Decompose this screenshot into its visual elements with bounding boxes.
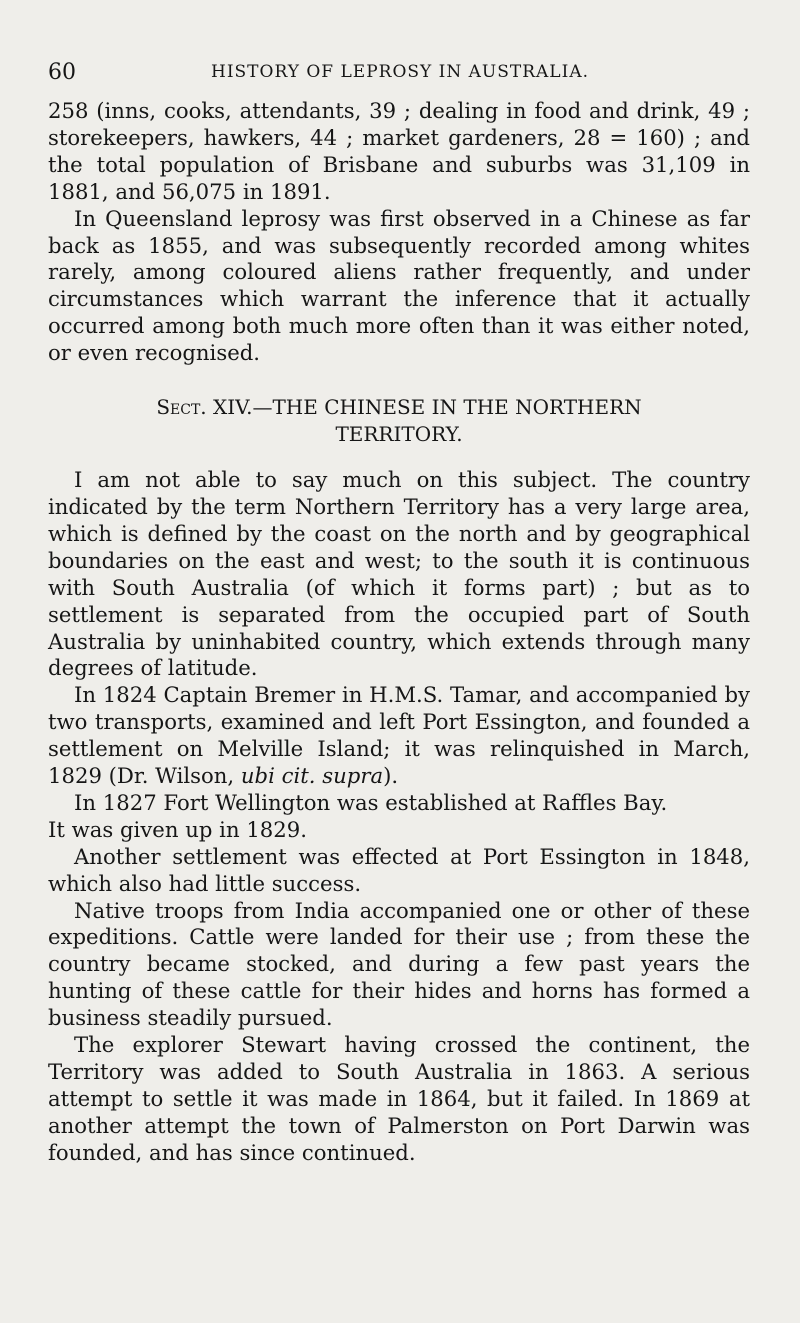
paragraph-northern-territory: I am not able to say much on this subject. The country indicated by the term Northern Territory has a very large area, which is defined by the coast on the north and by geographical boundaries on the east and west; to the south it is continuous with South Australia (of which it forms part) ; but as to settlement is separated from the occupied part of South Australia by uninhabited country, which extends through many degrees of latitude. — [48, 467, 750, 681]
section-heading — [48, 394, 750, 448]
paragraph-bremer — [48, 682, 750, 790]
section-title-line1: —THE CHINESE IN THE NORTHERN — [252, 395, 642, 420]
paragraph-continued: 258 (inns, cooks, attendants, 39 ; dealing in food and drink, 49 ; storekeepers, hawkers, 44 ; market gardeners, 28 = 160) ; and the total population of Brisbane and suburbs was 31,109 in 1881, and 56,075 in 1891. — [48, 98, 750, 204]
body-text — [48, 98, 750, 1167]
paragraph-port-essington: Another settlement was effected at Port Essington in 1848, which also had little success. — [48, 843, 750, 896]
section-title-line2: TERRITORY. — [335, 422, 463, 447]
running-head: HISTORY OF LEPROSY IN AUSTRALIA. — [211, 62, 589, 82]
paragraph-native-troops: Native troops from India accompanied one or other of these expeditions. Cattle were landed for their use ; from these the country became stocked, and during a few past years the hunting of these cattle for their hides and horns has formed a business steadily pursued. — [48, 897, 750, 1031]
citation: ubi cit. supra — [240, 763, 384, 789]
paragraph-queensland: In Queensland leprosy was first observed in a Chinese as far back as 1855, and was subsequently recorded among whites rarely, among coloured aliens rather frequently, and under circumstances which warrant the inference that it actually occurred among both much more often than it was either noted, or even recognised. — [48, 205, 750, 366]
fort-line: In 1827 Fort Wellington was established at Raffles Bay. — [74, 789, 668, 815]
paragraph-stewart: The explorer Stewart having crossed the continent, the Territory was added to South Australia in 1863. A serious attempt to settle it was made in 1864, but it failed. In 1869 at another attempt the town of Palmerston on Port Darwin was founded, and has since continued. — [48, 1032, 750, 1165]
section-label: Sect. XIV. — [156, 395, 253, 420]
bremer-text: In 1824 Captain Bremer in H.M.S. Tamar, and accompanied by two transports, examined and left Port Essington, and founded a settlement on Melville Island; it was relinquished in March, 1829 (Dr. Wilson, — [48, 682, 750, 789]
page-number: 60 — [48, 60, 76, 85]
bremer-text-end: ). — [383, 763, 399, 789]
page-header — [48, 60, 752, 90]
paragraph-fort-wellington — [48, 790, 750, 844]
given-up-line: It was given up in 1829. — [48, 816, 307, 842]
